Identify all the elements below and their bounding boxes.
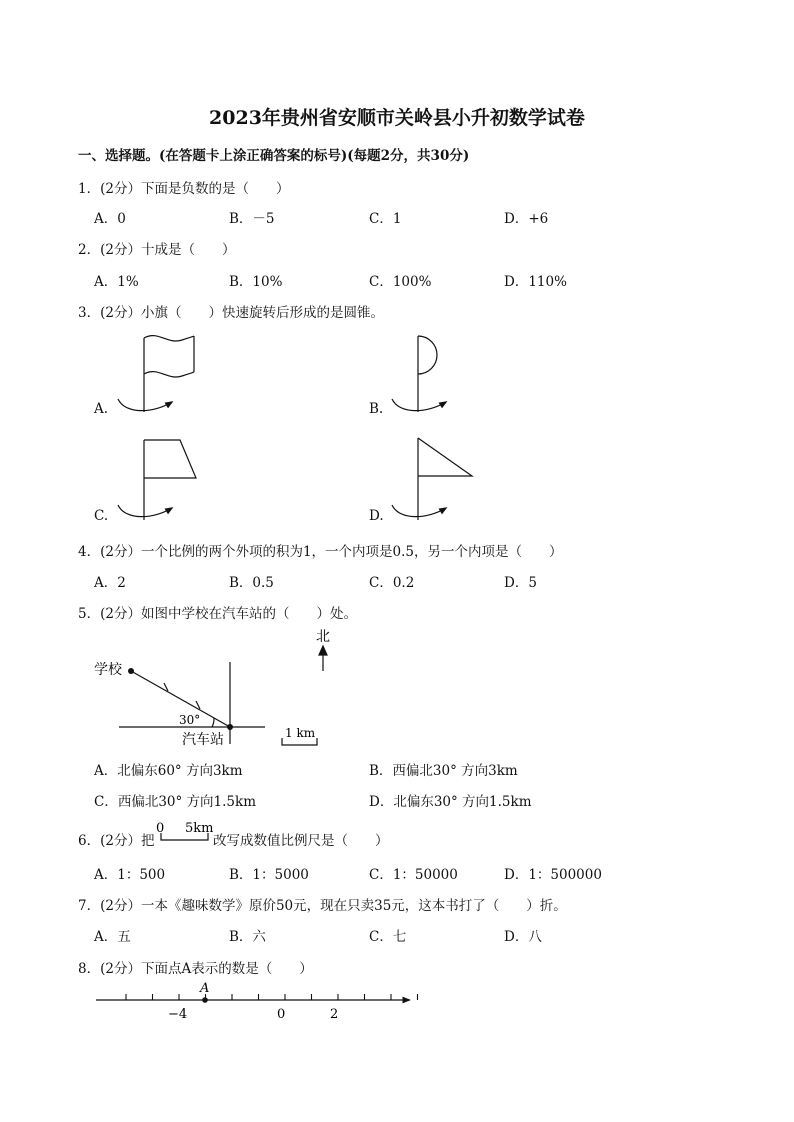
question-3-stem: 3．(2分）小旗（ ）快速旋转后形成的是圆锥。 xyxy=(78,305,384,321)
angle-label: 30° xyxy=(179,713,201,727)
q7-option-c[interactable]: C．七 xyxy=(369,929,407,945)
tick-label-2: 2 xyxy=(330,1007,339,1022)
q5-option-a[interactable]: A．北偏东60° 方向3km xyxy=(94,763,243,779)
q5-option-d[interactable]: D．北偏东30° 方向1.5km xyxy=(369,794,532,810)
question-4-stem: 4．(2分）一个比例的两个外项的积为1，一个内项是0.5，另一个内项是（ ） xyxy=(78,544,563,560)
q7-option-d[interactable]: D．八 xyxy=(504,929,542,945)
q3-option-c[interactable]: C. xyxy=(94,508,109,524)
point-a xyxy=(202,997,208,1003)
q4-option-d[interactable]: D．5 xyxy=(504,575,537,591)
q2-option-a[interactable]: A．1% xyxy=(94,274,139,290)
q1-option-c[interactable]: C．1 xyxy=(369,211,402,227)
q6-option-c[interactable]: C．1：50000 xyxy=(369,867,458,883)
q5-option-c[interactable]: C．西偏北30° 方向1.5km xyxy=(94,794,256,810)
point-a-label: A xyxy=(200,981,210,996)
q4-option-c[interactable]: C．0.2 xyxy=(369,575,415,591)
q4-option-a[interactable]: A．2 xyxy=(94,575,126,591)
question-1-stem: 1．(2分）下面是负数的是（ ） xyxy=(78,181,290,197)
question-6-stem-prefix: 6．(2分）把 xyxy=(78,833,155,849)
q6-option-b[interactable]: B．1：5000 xyxy=(229,867,309,883)
tick-label-0: 0 xyxy=(277,1007,286,1022)
scale-zero-label: 0 xyxy=(156,821,165,836)
section-heading-choice: 一、选择题。(在答题卡上涂正确答案的标号)(每题2分，共30分) xyxy=(78,148,470,164)
q3-option-b[interactable]: B. xyxy=(369,401,384,417)
q3-option-d[interactable]: D. xyxy=(369,508,384,524)
school-label: 学校 xyxy=(94,662,122,678)
q5-option-b[interactable]: B．西偏北30° 方向3km xyxy=(369,763,518,779)
question-6-stem-suffix: 改写成数值比例尺是（ ） xyxy=(213,833,389,849)
question-2-stem: 2．(2分）十成是（ ） xyxy=(78,242,236,258)
north-label: 北 xyxy=(316,629,330,645)
q2-option-c[interactable]: C．100% xyxy=(369,274,432,290)
q6-option-d[interactable]: D．1：500000 xyxy=(504,867,602,883)
q2-option-b[interactable]: B．10% xyxy=(229,274,283,290)
q6-option-a[interactable]: A．1：500 xyxy=(94,867,166,883)
page-title: 2023年贵州省安顺市关岭县小升初数学试卷 xyxy=(209,107,585,129)
station-label: 汽车站 xyxy=(182,732,224,748)
scale-5km-label: 5km xyxy=(185,821,214,836)
q1-option-b[interactable]: B．－5 xyxy=(229,211,275,227)
q1-option-d[interactable]: D．+6 xyxy=(504,211,549,227)
question-7-stem: 7．(2分）一本《趣味数学》原价50元，现在只卖35元，这本书打了（ ）折。 xyxy=(78,898,567,914)
q7-option-a[interactable]: A．五 xyxy=(94,929,131,945)
tick-label-minus4: −4 xyxy=(168,1007,188,1022)
question-5-stem: 5．(2分）如图中学校在汽车站的（ ）处。 xyxy=(78,606,357,622)
q1-option-a[interactable]: A．0 xyxy=(94,211,126,227)
q4-option-b[interactable]: B．0.5 xyxy=(229,575,274,591)
q7-option-b[interactable]: B．六 xyxy=(229,929,266,945)
q3-option-a[interactable]: A. xyxy=(94,401,109,417)
scale-label: 1 km xyxy=(285,726,316,740)
question-8-stem: 8．(2分）下面点A表示的数是（ ） xyxy=(78,961,313,977)
q2-option-d[interactable]: D．110% xyxy=(504,274,567,290)
